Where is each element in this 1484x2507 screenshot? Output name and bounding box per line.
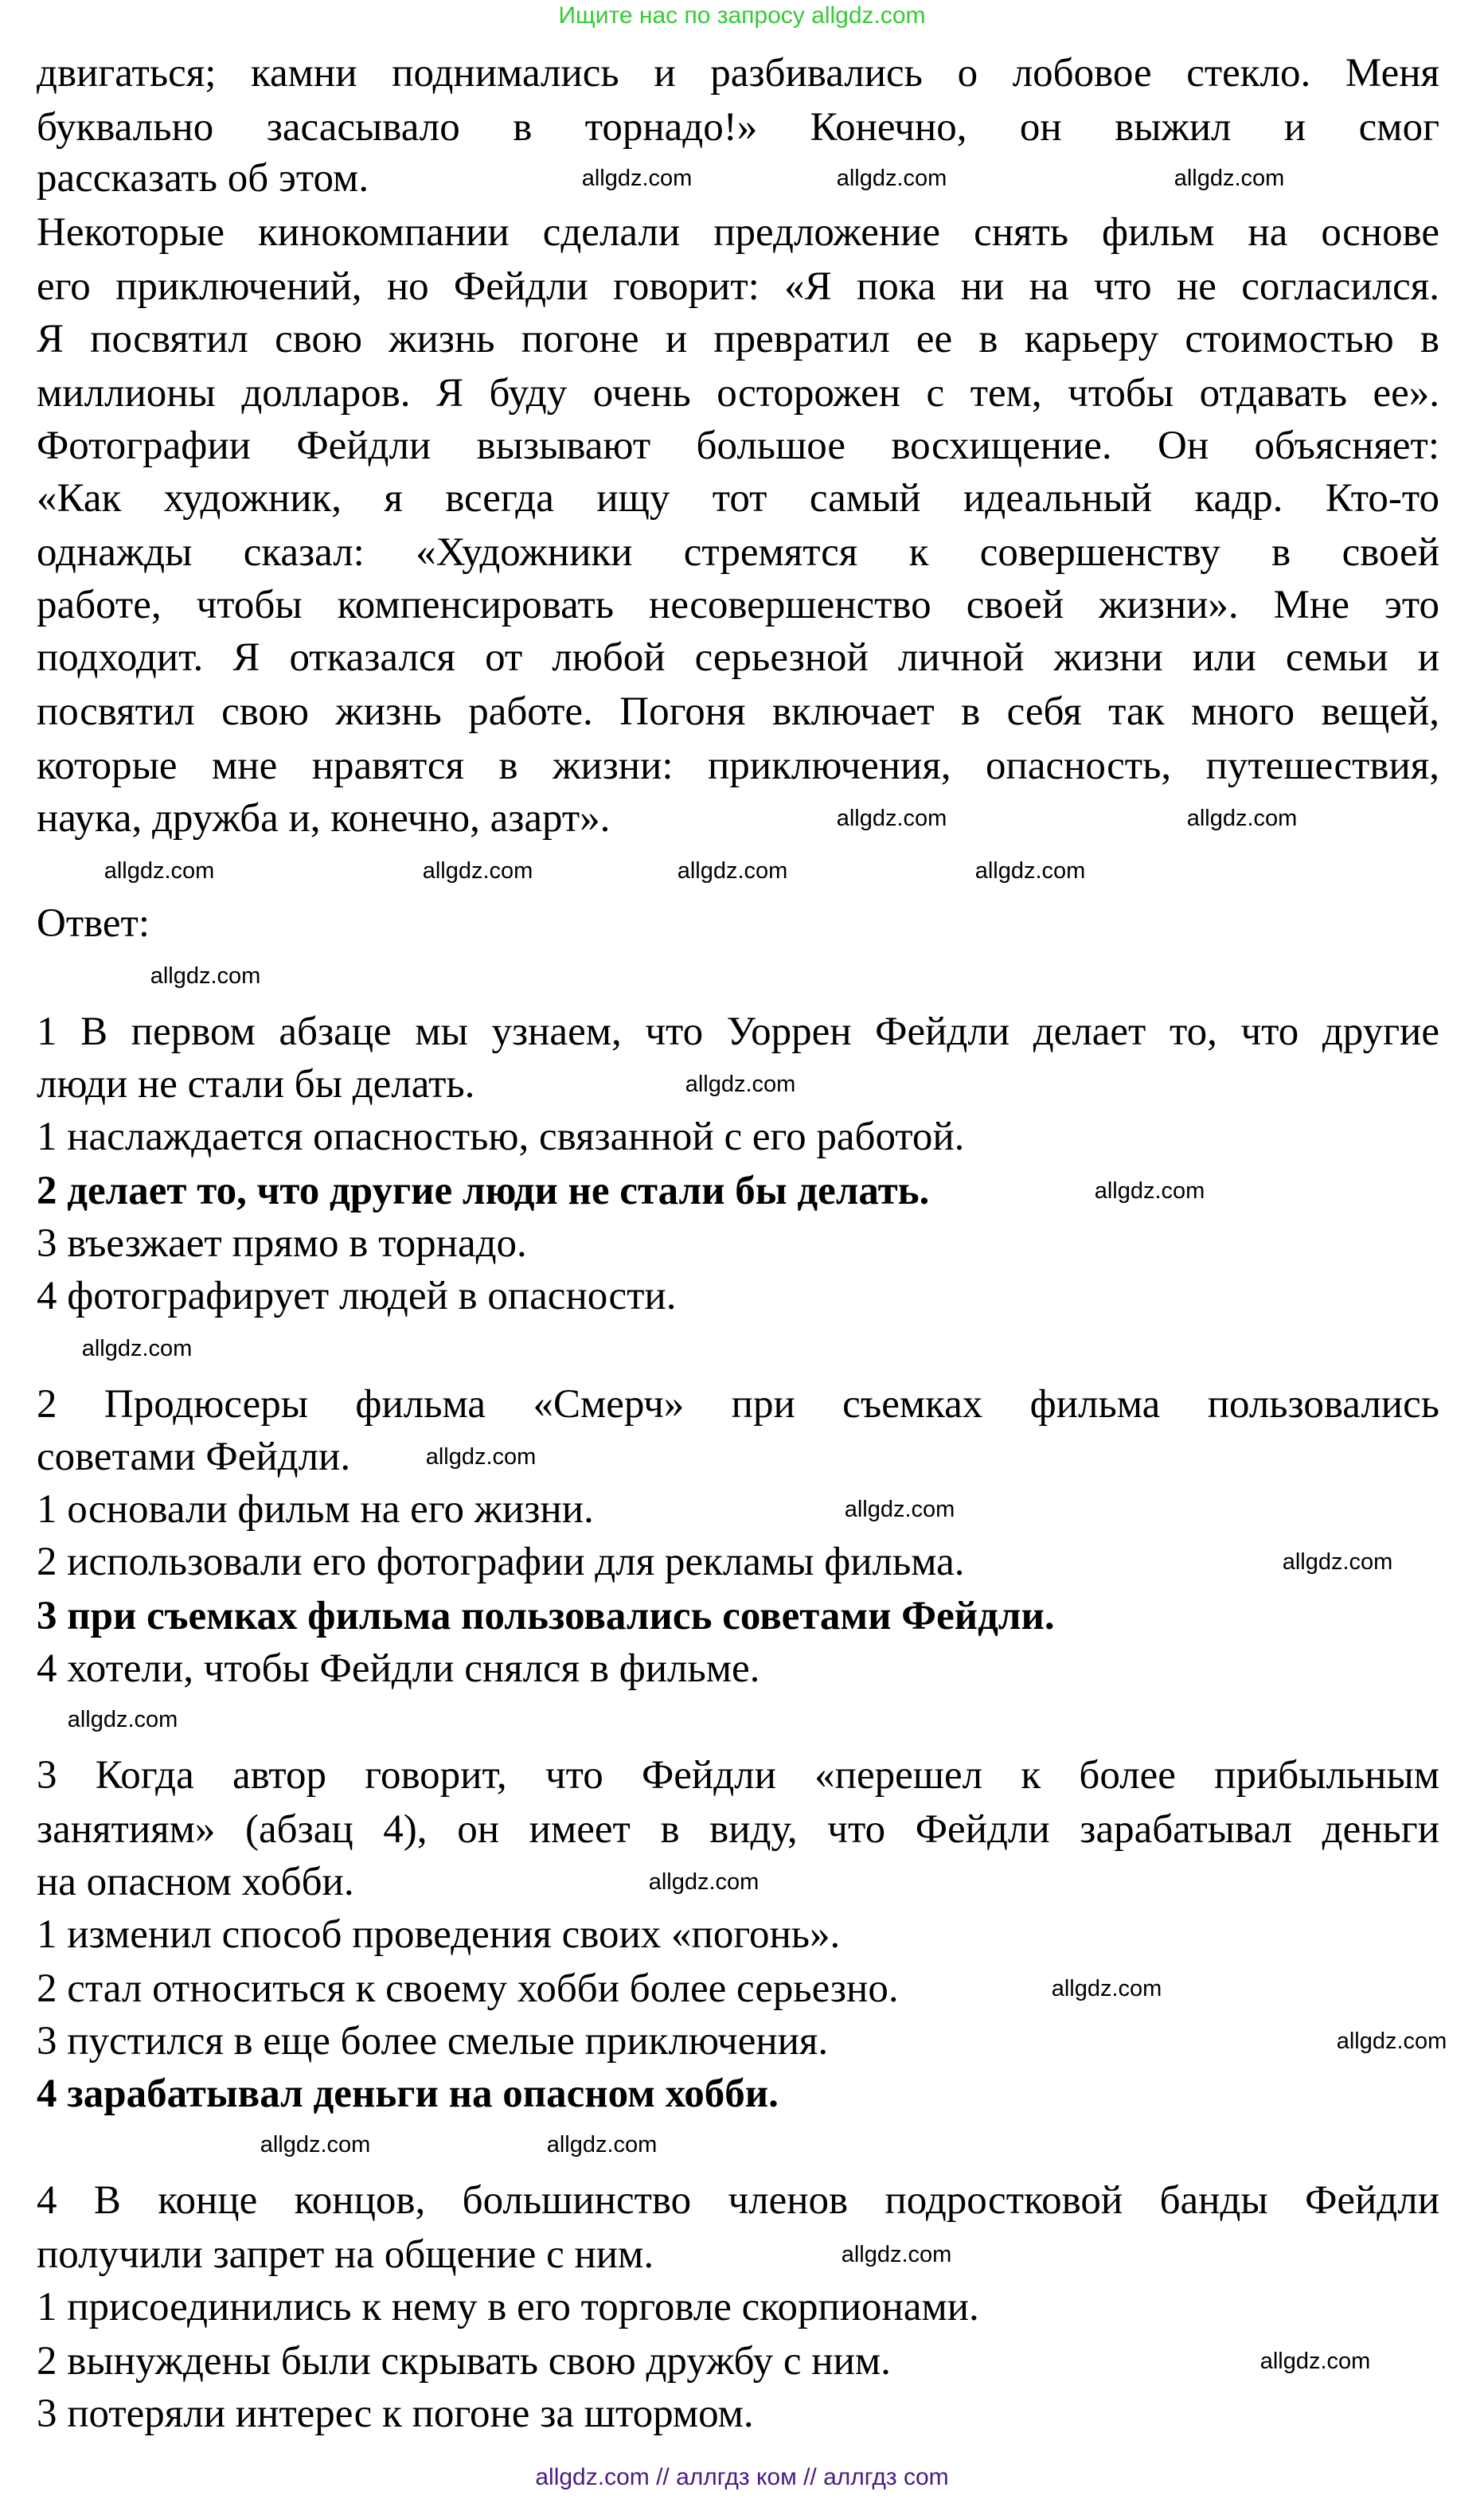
text-line: советами Фейдли. (37, 1435, 351, 1479)
watermark: allgdz.com (1282, 1549, 1393, 1575)
text-line: однажды сказал: «Художники стремятся к совершенству в своей (37, 530, 1439, 575)
text-line: 1 основали фильм на его жизни. (37, 1487, 594, 1532)
watermark: allgdz.com (546, 2132, 658, 2158)
watermark: allgdz.com (836, 806, 947, 831)
text-line: Фотографии Фейдли вызывают большое восхищение. Он объясняет: (37, 424, 1439, 468)
text-line: Я посвятил свою жизнь погоне и превратил ее в карьеру стоимостью в (37, 317, 1439, 361)
watermark: allgdz.com (974, 858, 1086, 884)
site-banner: Ищите нас по запросу allgdz.com (558, 2, 926, 29)
watermark: allgdz.com (581, 166, 693, 191)
watermark: allgdz.com (150, 963, 261, 989)
text-line: подходит. Я отказался от любой серьезной личной жизни или семьи и (37, 635, 1439, 680)
correct-answer-line: 2 делает то, что другие люди не стали бы делать. (37, 1169, 930, 1213)
text-line: 2 использовали его фотографии для рекламы фильма. (37, 1540, 965, 1584)
text-line: 3 потеряли интерес к погоне за штормом. (37, 2392, 754, 2436)
text-line: занятиям» (абзац 4), он имеет в виду, что Фейдли зарабатывал деньги (37, 1807, 1439, 1852)
text-line: наука, дружба и, конечно, азарт». (37, 796, 611, 841)
text-line: 1 изменил способ проведения своих «погонь». (37, 1912, 841, 1957)
watermark: allgdz.com (648, 1869, 760, 1895)
text-line: Ответ: (37, 901, 150, 946)
watermark: allgdz.com (422, 858, 533, 884)
watermark: allgdz.com (841, 2242, 952, 2267)
text-line: «Как художник, я всегда ищу тот самый идеальный кадр. Кто-то (37, 476, 1439, 521)
text-line: работе, чтобы компенсировать несовершенство своей жизни». Мне это (37, 583, 1439, 627)
watermark: allgdz.com (1186, 806, 1298, 831)
watermark: allgdz.com (103, 858, 215, 884)
watermark: allgdz.com (67, 1707, 178, 1732)
watermark: allgdz.com (1094, 1178, 1205, 1204)
watermark: allgdz.com (1336, 2029, 1447, 2054)
text-line: 3 Когда автор говорит, что Фейдли «перешел к более прибыльным (37, 1753, 1439, 1798)
text-line: 1 В первом абзаце мы узнаем, что Уоррен Фейдли делает то, что другие (37, 1009, 1439, 1054)
text-line: которые мне нравятся в жизни: приключения, опасность, путешествия, (37, 744, 1439, 788)
correct-answer-line: 3 при съемках фильма пользовались советами Фейдли. (37, 1594, 1055, 1638)
text-line: 3 пустился в еще более смелые приключения. (37, 2019, 829, 2064)
text-line: 2 Продюсеры фильма «Смерч» при съемках фильма пользовались (37, 1382, 1439, 1427)
text-line: буквально засасывало в торнадо!» Конечно, он выжил и смог (37, 105, 1439, 150)
text-line: 2 стал относиться к своему хобби более серьезно. (37, 1966, 899, 2011)
text-line: 3 въезжает прямо в торнадо. (37, 1221, 527, 1266)
text-line: люди не стали бы делать. (37, 1062, 475, 1107)
site-footer: allgdz.com // аллгдз ком // аллгдз com (535, 2464, 949, 2490)
watermark: allgdz.com (81, 1336, 193, 1361)
text-line: рассказать об этом. (37, 156, 369, 201)
text-line: двигаться; камни поднимались и разбивались о лобовое стекло. Меня (37, 51, 1439, 96)
watermark: allgdz.com (1051, 1976, 1162, 2001)
watermark: allgdz.com (425, 1444, 537, 1470)
text-line: посвятил свою жизнь работе. Погоня включает в себя так много вещей, (37, 689, 1439, 734)
text-line: получили запрет на общение с ним. (37, 2232, 654, 2277)
text-line: 4 фотографирует людей в опасности. (37, 1274, 677, 1318)
watermark: allgdz.com (844, 1497, 955, 1522)
text-line: 1 присоединились к нему в его торговле скорпионами. (37, 2285, 979, 2329)
text-line: 4 В конце концов, большинство членов подростковой банды Фейдли (37, 2178, 1439, 2223)
text-line: 4 хотели, чтобы Фейдли снялся в фильме. (37, 1646, 760, 1691)
watermark: allgdz.com (1259, 2349, 1371, 2374)
watermark: allgdz.com (677, 858, 788, 884)
text-line: 1 наслаждается опасностью, связанной с его работой. (37, 1115, 965, 1159)
text-line: его приключений, но Фейдли говорит: «Я пока ни на что не согласился. (37, 264, 1439, 309)
text-line: на опасном хобби. (37, 1860, 354, 1904)
watermark: allgdz.com (685, 1072, 796, 1097)
text-line: миллионы долларов. Я буду очень осторожен с тем, чтобы отдавать ее». (37, 371, 1439, 416)
watermark: allgdz.com (1174, 166, 1285, 191)
text-line: Некоторые кинокомпании сделали предложение снять фильм на основе (37, 210, 1439, 255)
watermark: allgdz.com (260, 2132, 371, 2158)
watermark: allgdz.com (836, 166, 947, 191)
correct-answer-line: 4 зарабатывал деньги на опасном хобби. (37, 2072, 779, 2116)
text-line: 2 вынуждены были скрывать свою дружбу с ним. (37, 2339, 891, 2384)
